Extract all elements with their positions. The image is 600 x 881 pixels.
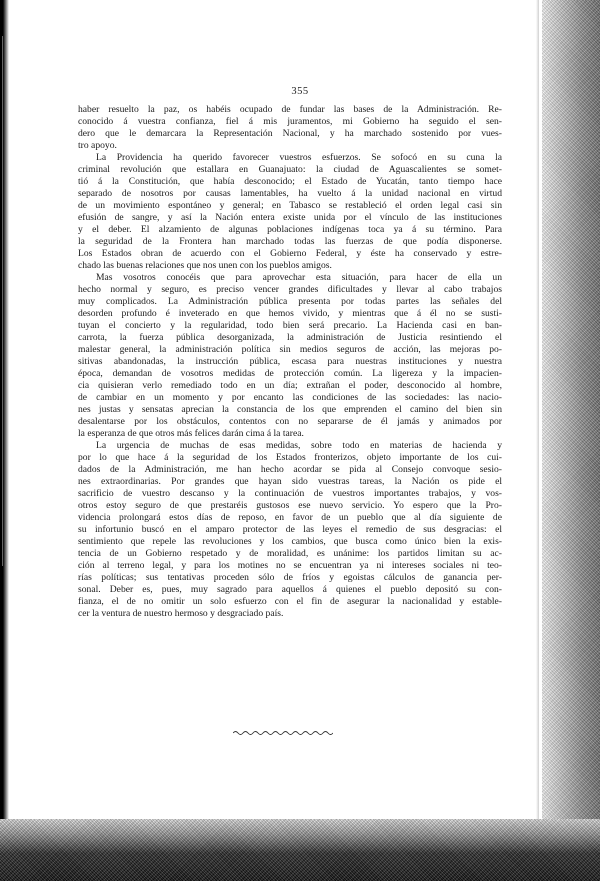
text-line: época, demandan de vosotros medidas de protección común. La ligereza y la impacien- — [78, 368, 502, 379]
text-line: de un movimiento espontáneo y general; en Tabasco se restableció el orden legal casi sin — [78, 200, 502, 211]
text-line: nes extraordinarias. Por grandes que hayan sido vuestras tareas, la Nación os pide el — [78, 476, 502, 487]
text-line: desorden profundo é inveterado en que hemos vivido, y mientras que á él no se susti- — [78, 308, 502, 319]
text-line: la esperanza de que otros más felices darán cima á la tarea. — [78, 428, 304, 439]
text-line: otros estoy seguro de que prestaréis gustosos ese nuevo servicio. Yo espero que la Pro- — [78, 500, 502, 511]
text-line: criminal revolución que estallara en Guanajuato: la ciudad de Aguascalientes se somet- — [78, 164, 502, 175]
text-line: muy complicados. La Administración pública presenta por todas partes las señales del — [78, 296, 502, 307]
text-line: sentimiento que repele las revoluciones y los cambios, que busca como único bien la exis- — [78, 536, 502, 547]
page-number: 355 — [291, 86, 309, 97]
page-edge-shadow — [536, 0, 539, 820]
wavy-rule-ornament — [233, 730, 333, 736]
text-line: haber resuelto la paz, os habéis ocupado de fundar las bases de la Administración. Re- — [78, 104, 502, 115]
text-line: por lo que hace á la seguridad de los Estados fronterizos, objeto importante de los cui- — [78, 452, 502, 463]
text-line: fianza, el de no omitir un solo esfuerzo con el fin de asegurar la nacionalidad y estable- — [78, 596, 502, 607]
text-line: nes justas y sensatas aprecian la constancia de los que emprenden el camino del bien sin — [78, 404, 502, 415]
text-line: tuyan el concierto y la regularidad, todo bien será precario. La Hacienda casi en ban- — [78, 320, 502, 331]
paragraph — [78, 272, 502, 440]
text-line: hecho normal y seguro, es preciso vencer grandes dificultades y llevar al cabo trabajos — [78, 284, 502, 295]
text-line: tro apoyo. — [78, 140, 117, 151]
text-line: tió á la Constitución, que había desconocido; el Estado de Yucatán, tanto tiempo hace — [78, 176, 502, 187]
text-line: ción al terreno legal, y para los motines no se encuentran ya ni intereses sociales ni teo- — [78, 560, 502, 571]
scan-bottom-margin — [0, 819, 600, 881]
text-line: efusión de sangre, y así la Nación entera existe unida por el vínculo de las instituciones — [78, 212, 502, 223]
scan-right-margin — [542, 0, 600, 881]
text-line: dados de la Administración, me han hecho acordar se pida al Consejo convoque sesio- — [78, 464, 502, 475]
text-line: videncia prolongará estos días de reposo, en favor de un pueblo que al día siguiente de — [78, 512, 502, 523]
text-line: sacrificio de vuestro descanso y la continuación de vuestros importantes trabajos, y vos- — [78, 488, 502, 499]
text-line: y el deber. El alzamiento de algunas poblaciones indígenas toca ya á su término. Para — [78, 224, 502, 235]
text-line: conocido á vuestra confianza, fiel á mis juramentos, mi Gobierno ha seguido el sen- — [78, 116, 502, 127]
text-line: sonal. Deber es, pues, muy sagrado para aquellos á quienes el pueblo depositó su con- — [78, 584, 502, 595]
text-line: de cambiar en un momento y por encanto las condiciones de las sociedades: las nacio- — [78, 392, 502, 403]
text-line: desalentarse por los obstáculos, contentos con no separarse de él jamás y animados por — [78, 416, 502, 427]
text-line: chado las buenas relaciones que nos unen con los pueblos amigos. — [78, 260, 332, 271]
text-line: Los Estados obran de acuerdo con el Gobierno Federal, y éste ha conservado y estre- — [78, 248, 502, 259]
text-line: malestar general, la administración política sin medios seguros de acción, las mejoras po- — [78, 344, 502, 355]
text-line: La urgencia de muchas de esas medidas, sobre todo en materias de hacienda y — [96, 440, 502, 451]
body-text — [78, 104, 502, 620]
scan-left-edge — [0, 0, 9, 881]
text-line: cer la ventura de nuestro hermoso y desgraciado país. — [78, 608, 284, 619]
paragraph — [78, 152, 502, 272]
text-line: separado de nosotros por causas lamentables, ha vuelto á la unidad nacional en virtud — [78, 188, 502, 199]
text-line: tencia de un Gobierno respetado y de moralidad, es unánime: los partidos limitan su ac- — [78, 548, 502, 559]
text-line: la seguridad de la Frontera han marchado todas las fuerzas de que podía disponerse. — [78, 236, 502, 247]
text-line: dero que le demarcara la Representación Nacional, y ha marchado sostenido por vues- — [78, 128, 502, 139]
text-line: su infortunio buscó en el amparo protector de las leyes el remedio de sus desgracias: el — [78, 524, 502, 535]
text-line: carrota, la fuerza pública desorganizada, la administración de Justicia resintiendo el — [78, 332, 502, 343]
paragraph — [78, 104, 502, 152]
text-line: rías políticas; sus tentativas proceden sólo de fríos y egoistas cálculos de ganancia per- — [78, 572, 502, 583]
paragraph — [78, 440, 502, 620]
text-line: sitivas abandonadas, la instrucción pública, escasa para nuestras instituciones y nuestra — [78, 356, 502, 367]
text-line: cia quisieran verlo remediado todo en un día; extrañan el poder, desconocido al hombre, — [78, 380, 502, 391]
text-line: La Providencia ha querido favorecer vuestros esfuerzos. Se sofocó en su cuna la — [96, 152, 502, 163]
text-line: Mas vosotros conocéis que para aprovechar esta situación, para hacer de ella un — [96, 272, 502, 283]
